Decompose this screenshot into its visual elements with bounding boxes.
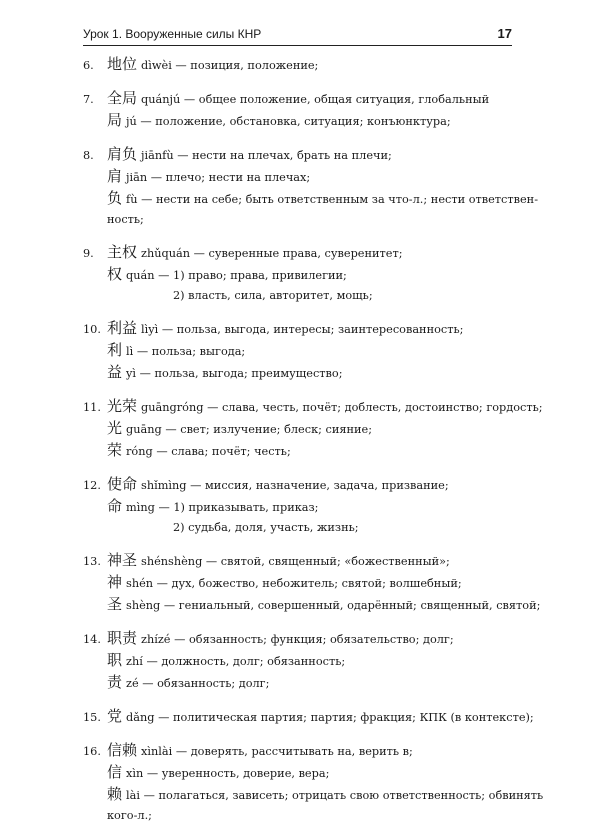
header-title: Урок 1. Вооруженные силы КНР bbox=[83, 27, 262, 41]
definition-text: lì — польза; выгода; bbox=[126, 345, 246, 358]
entry-headword-line bbox=[83, 88, 523, 110]
hanzi: 局 bbox=[107, 111, 123, 129]
entry-subline bbox=[83, 496, 523, 518]
definition-text: zhí — должность, долг; обязанность; bbox=[126, 655, 346, 668]
entry-subline bbox=[83, 518, 523, 538]
entry-headword-line bbox=[83, 706, 534, 728]
definition-text: mìng — 1) приказывать, приказ; bbox=[126, 501, 319, 514]
definition-text: quán — 1) право; права, привилегии; bbox=[126, 269, 347, 282]
vocab-entry bbox=[83, 88, 523, 132]
hanzi: 命 bbox=[107, 497, 123, 515]
vocab-entry bbox=[83, 740, 544, 826]
entry-headword-line bbox=[83, 550, 523, 572]
definition-text: shén — дух, божество, небожитель; святой; волшебный; bbox=[126, 577, 462, 590]
entry-headword-line bbox=[83, 144, 523, 166]
hanzi: 责 bbox=[107, 673, 123, 691]
vocab-entry bbox=[83, 242, 523, 306]
hanzi: 主权 bbox=[107, 243, 138, 261]
entry-subline bbox=[83, 210, 523, 230]
entry-subline bbox=[83, 166, 523, 188]
entry-number: 9. bbox=[83, 247, 94, 260]
definition-text: xìnlài — доверять, рассчитывать на, верить в; bbox=[141, 745, 413, 758]
definition-text: ность; bbox=[107, 213, 144, 226]
definition-text: guāng — свет; излучение; блеск; сияние; bbox=[126, 423, 373, 436]
hanzi: 荣 bbox=[107, 441, 123, 459]
entry-subline bbox=[83, 784, 544, 806]
hanzi: 负 bbox=[107, 189, 123, 207]
entry-headword-line bbox=[83, 54, 523, 76]
vocab-entry bbox=[83, 706, 534, 728]
entry-headword-line bbox=[83, 396, 543, 418]
definition-text: fù — нести на себе; быть ответственным за что-л.; нести ответствен- bbox=[126, 193, 539, 206]
definition-text: quánjú — общее положение, общая ситуация, глобальный bbox=[141, 93, 490, 106]
definition-text: xìn — уверенность, доверие, вера; bbox=[126, 767, 330, 780]
entry-subline bbox=[83, 650, 523, 672]
definition-text: lài — полагаться, зависеть; отрицать свою ответственность; обвинять bbox=[126, 789, 544, 802]
definition-text: dǎng — политическая партия; партия; фракция; КПК (в контексте); bbox=[126, 711, 534, 724]
hanzi: 赖 bbox=[107, 785, 123, 803]
definition-text: jiānfù — нести на плечах, брать на плечи; bbox=[141, 149, 392, 162]
hanzi: 神 bbox=[107, 573, 123, 591]
hanzi: 肩负 bbox=[107, 145, 138, 163]
definition-text: zhǔquán — суверенные права, суверенитет; bbox=[141, 247, 403, 260]
definition-text: róng — слава; почёт; честь; bbox=[126, 445, 291, 458]
definition-text: 2) судьба, доля, участь, жизнь; bbox=[173, 521, 359, 534]
entry-number: 8. bbox=[83, 149, 94, 162]
entry-number: 6. bbox=[83, 59, 94, 72]
entry-subline bbox=[83, 672, 523, 694]
entry-subline bbox=[83, 362, 523, 384]
page-number: 17 bbox=[497, 26, 512, 41]
vocab-entry bbox=[83, 144, 539, 230]
vocab-entry bbox=[83, 54, 523, 76]
vocab-entry bbox=[83, 628, 523, 694]
definition-text: кого-л.; bbox=[107, 809, 152, 822]
definition-text: jiān — плечо; нести на плечах; bbox=[126, 171, 311, 184]
hanzi: 职 bbox=[107, 651, 123, 669]
entry-subline bbox=[83, 762, 523, 784]
running-header bbox=[83, 27, 512, 46]
hanzi: 神圣 bbox=[107, 551, 138, 569]
entry-subline bbox=[83, 264, 523, 286]
entry-number: 15. bbox=[83, 711, 101, 724]
hanzi: 肩 bbox=[107, 167, 123, 185]
entry-subline bbox=[83, 572, 523, 594]
definition-text: yì — польза, выгода; преимущество; bbox=[126, 367, 343, 380]
vocab-entry bbox=[83, 550, 541, 616]
entry-subline bbox=[83, 188, 539, 210]
hanzi: 圣 bbox=[107, 595, 123, 613]
entry-number: 13. bbox=[83, 555, 101, 568]
hanzi: 党 bbox=[107, 707, 123, 725]
definition-text: zé — обязанность; долг; bbox=[126, 677, 270, 690]
entry-subline bbox=[83, 286, 523, 306]
entry-subline bbox=[83, 110, 523, 132]
definition-text: shèng — гениальный, совершенный, одарённый; священный, святой; bbox=[126, 599, 541, 612]
hanzi: 利 bbox=[107, 341, 123, 359]
entry-number: 14. bbox=[83, 633, 101, 646]
entry-headword-line bbox=[83, 628, 523, 650]
entry-headword-line bbox=[83, 242, 523, 264]
entry-subline bbox=[83, 340, 523, 362]
definition-text: jú — положение, обстановка, ситуация; конъюнктура; bbox=[126, 115, 451, 128]
definition-text: lìyì — польза, выгода, интересы; заинтересованность; bbox=[141, 323, 464, 336]
entry-subline bbox=[83, 418, 523, 440]
hanzi: 信赖 bbox=[107, 741, 138, 759]
definition-text: zhízé — обязанность; функция; обязательство; долг; bbox=[141, 633, 454, 646]
entry-subline bbox=[83, 440, 523, 462]
hanzi: 地位 bbox=[107, 55, 138, 73]
hanzi: 职责 bbox=[107, 629, 138, 647]
hanzi: 利益 bbox=[107, 319, 138, 337]
definition-text: 2) власть, сила, авторитет, мощь; bbox=[173, 289, 373, 302]
entry-headword-line bbox=[83, 740, 523, 762]
vocab-entry bbox=[83, 318, 523, 384]
definition-text: dìwèi — позиция, положение; bbox=[141, 59, 319, 72]
hanzi: 权 bbox=[107, 265, 123, 283]
hanzi: 益 bbox=[107, 363, 123, 381]
vocab-entry bbox=[83, 396, 543, 462]
definition-text: guāngróng — слава, честь, почёт; доблесть, достоинство; гордость; bbox=[141, 401, 543, 414]
entry-subline bbox=[83, 594, 541, 616]
entry-subline bbox=[83, 806, 523, 826]
hanzi: 信 bbox=[107, 763, 123, 781]
vocabulary-list bbox=[83, 54, 544, 838]
entry-number: 10. bbox=[83, 323, 101, 336]
hanzi: 使命 bbox=[107, 475, 138, 493]
hanzi: 光荣 bbox=[107, 397, 138, 415]
hanzi: 全局 bbox=[107, 89, 138, 107]
entry-number: 11. bbox=[83, 401, 101, 414]
hanzi: 光 bbox=[107, 419, 123, 437]
entry-number: 16. bbox=[83, 745, 101, 758]
entry-headword-line bbox=[83, 318, 523, 340]
entry-headword-line bbox=[83, 474, 523, 496]
definition-text: shénshèng — святой, священный; «божественный»; bbox=[141, 555, 450, 568]
vocab-entry bbox=[83, 474, 523, 538]
definition-text: shǐmìng — миссия, назначение, задача, призвание; bbox=[141, 479, 449, 492]
entry-number: 7. bbox=[83, 93, 94, 106]
entry-number: 12. bbox=[83, 479, 101, 492]
